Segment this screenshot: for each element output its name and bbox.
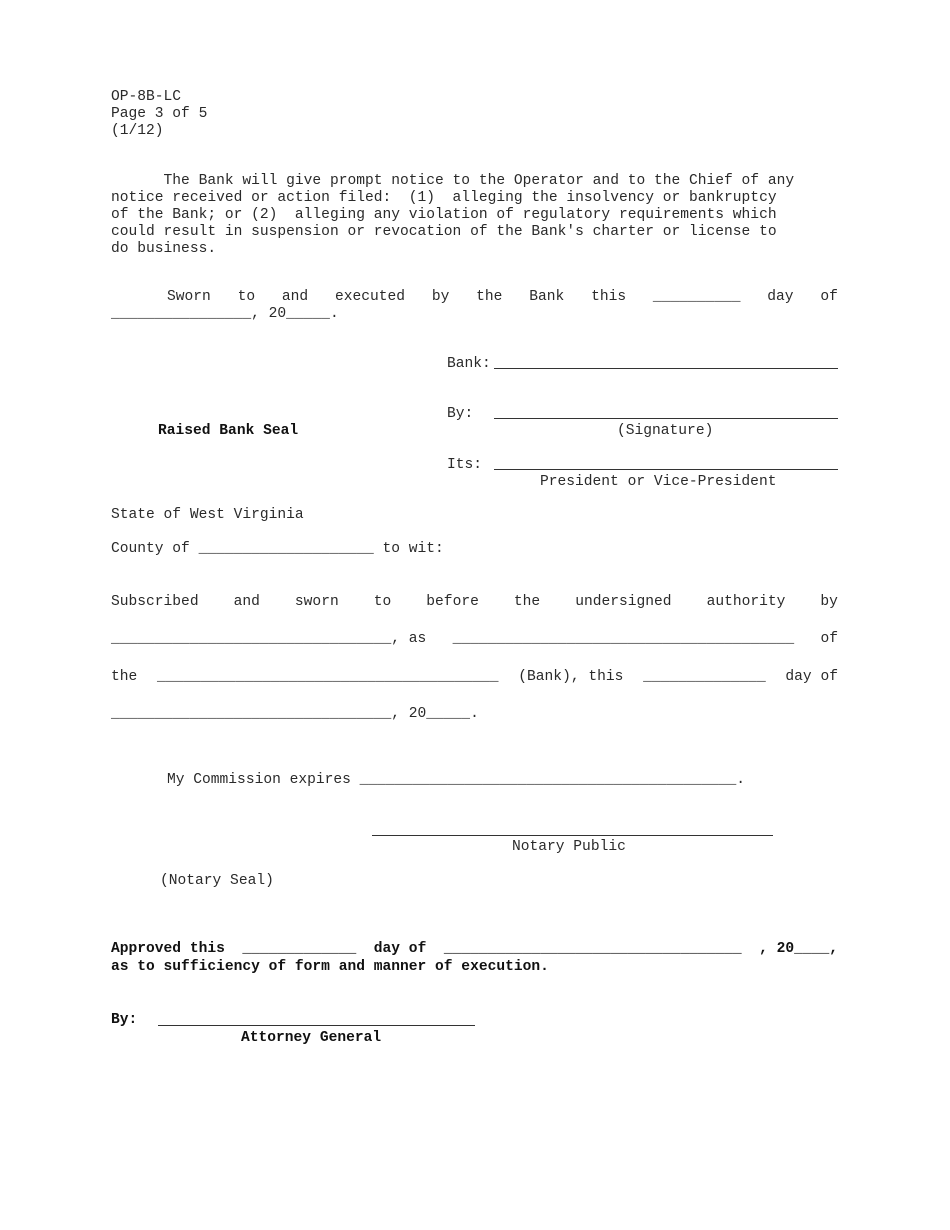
word: of <box>820 289 838 305</box>
word: the <box>476 289 503 305</box>
form-id: OP-8B-LC <box>111 89 182 105</box>
approval-month-blank[interactable]: __________________________________ <box>443 941 742 957</box>
word: before <box>426 594 479 610</box>
by-label: By: <box>447 406 474 422</box>
word: Bank <box>529 289 565 305</box>
bank-name-blank[interactable]: _______________________________________ <box>157 669 499 685</box>
day-blank[interactable]: ______________ <box>643 669 766 685</box>
attorney-general-signature-line[interactable] <box>158 1025 475 1026</box>
signature-caption: (Signature) <box>617 423 714 439</box>
year-line[interactable]: ________________________________, 20_____. <box>111 706 479 722</box>
notary-seal-label: (Notary Seal) <box>160 873 274 889</box>
approval-day-blank[interactable]: _____________ <box>242 941 357 957</box>
paragraph-line: notice received or action filed: (1) alleging the insolvency or bankruptcy <box>111 190 777 206</box>
subscribed-line <box>111 594 838 611</box>
paragraph-line: of the Bank; or (2) alleging any violation of regulatory requirements which <box>111 207 777 223</box>
word: day of <box>785 669 838 685</box>
state-line: State of West Virginia <box>111 507 304 523</box>
word: Approved this <box>111 941 225 957</box>
approval-by-label: By: <box>111 1012 138 1028</box>
approval-year-blank[interactable]: , 20____, <box>759 941 838 957</box>
approval-line <box>111 941 838 958</box>
as-line <box>111 631 838 648</box>
paragraph-line: The Bank will give prompt notice to the Operator and to the Chief of any <box>111 173 795 189</box>
word: the <box>111 669 138 685</box>
signature-line[interactable] <box>494 418 838 419</box>
word: the <box>513 594 541 610</box>
paragraph-line: do business. <box>111 241 217 257</box>
approval-line-2: as to sufficiency of form and manner of execution. <box>111 959 549 975</box>
word: Subscribed <box>111 594 199 610</box>
word: day <box>767 289 794 305</box>
sworn-clause-line <box>167 289 838 306</box>
bank-label: Bank: <box>447 356 491 372</box>
word: day of <box>373 941 427 957</box>
signer-title-blank[interactable]: _______________________________________ <box>452 631 795 647</box>
word: and <box>233 594 260 610</box>
word: executed <box>334 289 406 305</box>
title-line[interactable] <box>494 469 838 470</box>
notary-signature-line[interactable] <box>372 835 773 836</box>
attorney-general-title: Attorney General <box>241 1030 382 1046</box>
notary-caption: Notary Public <box>512 839 626 855</box>
word: to <box>373 594 392 610</box>
county-line[interactable]: County of ____________________ to wit: <box>111 541 444 557</box>
word: and <box>281 289 309 305</box>
sworn-date-line[interactable]: ________________, 20_____. <box>111 306 339 322</box>
word: undersigned <box>575 594 672 610</box>
word: to <box>237 289 256 305</box>
word: authority <box>706 594 786 610</box>
bank-name-line[interactable] <box>494 368 838 369</box>
raised-bank-seal-label: Raised Bank Seal <box>158 423 299 439</box>
word: sworn <box>294 594 339 610</box>
commission-expires-line[interactable]: My Commission expires ___________________________________________. <box>167 772 746 788</box>
its-label: Its: <box>447 457 483 473</box>
word: Sworn <box>167 289 211 305</box>
word: of <box>820 631 838 647</box>
page-number: Page 3 of 5 <box>111 106 208 122</box>
bank-line <box>111 669 838 686</box>
word: by <box>431 289 450 305</box>
form-revision: (1/12) <box>111 123 164 139</box>
word: this <box>591 289 627 305</box>
paragraph-line: could result in suspension or revocation of the Bank's charter or license to <box>111 224 777 240</box>
bank-text: (Bank), this <box>518 669 624 685</box>
word: by <box>820 594 838 610</box>
title-caption: President or Vice-President <box>540 474 777 490</box>
signer-name-blank[interactable]: ________________________________, as <box>111 631 427 647</box>
day-blank[interactable]: __________ <box>652 289 741 305</box>
